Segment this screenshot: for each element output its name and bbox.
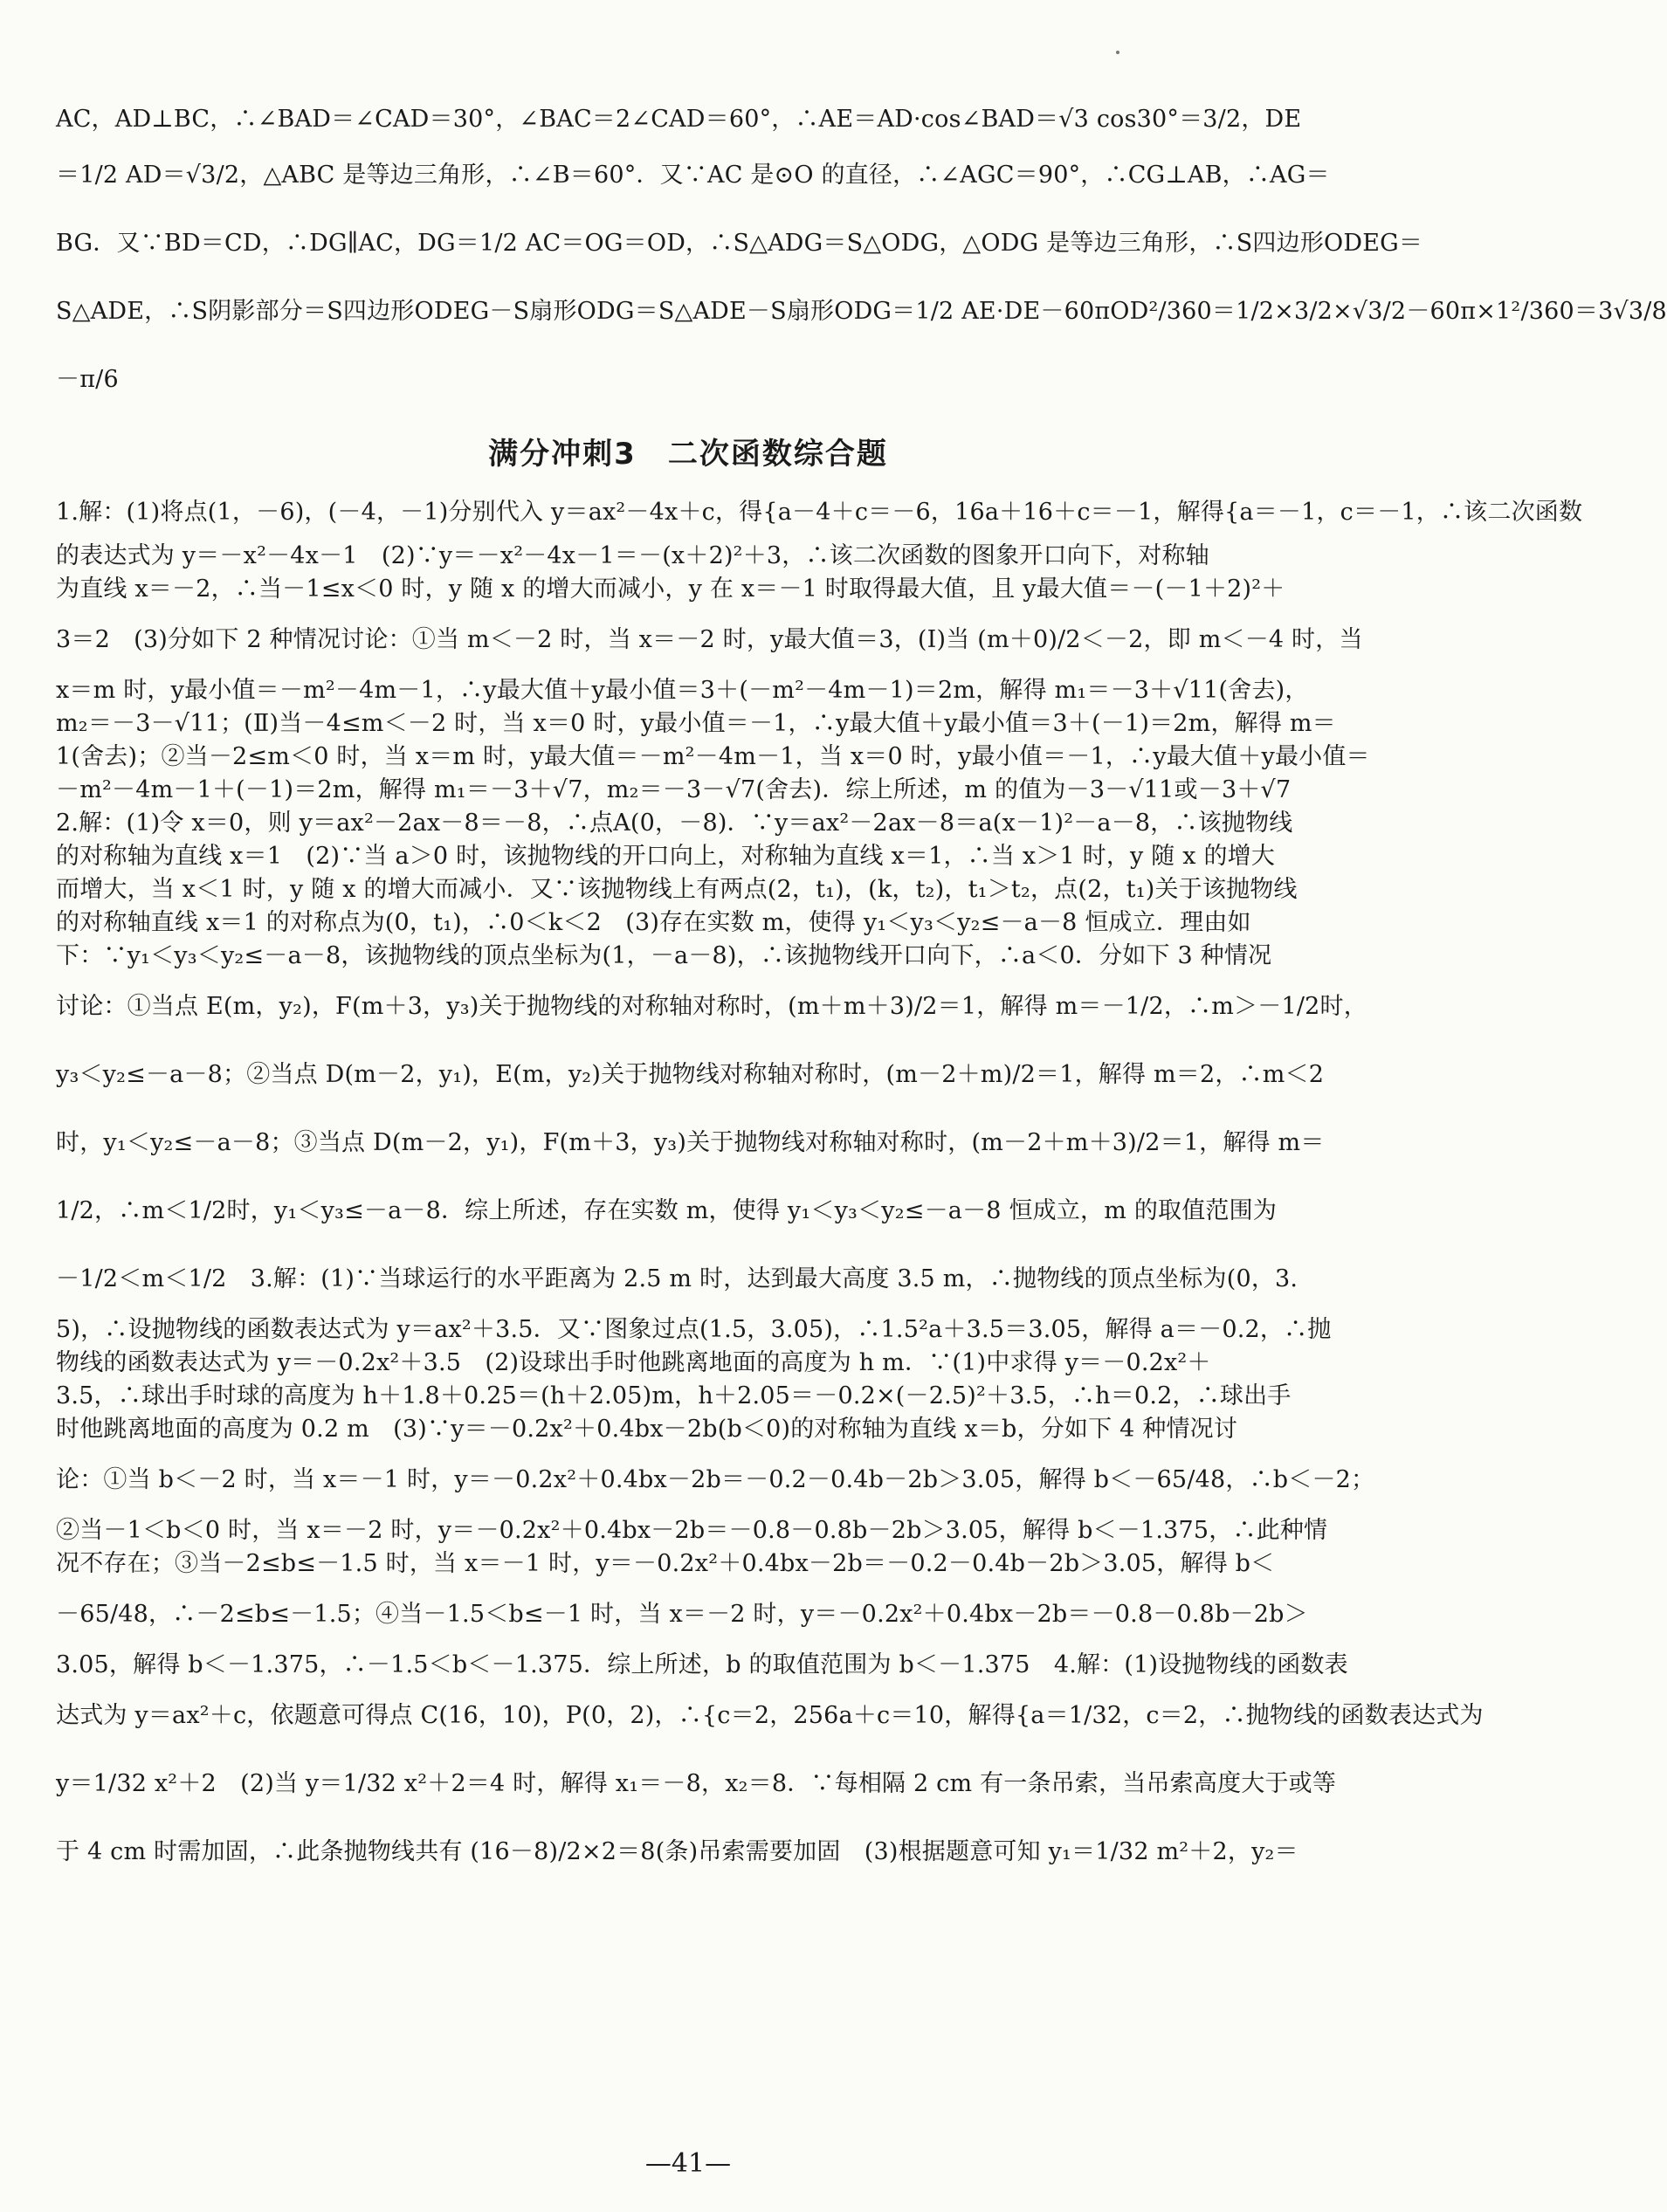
page-body	[56, 0, 1667, 1886]
text-line: S△ADE，∴S阴影部分＝S四边形ODEG－S扇形ODG＝S△ADE－S扇形ODG＝1/2 AE·DE－60πOD²/360＝1/2×3/2×√3/2－60π×1²/360＝3√3/8	[56, 298, 1667, 325]
text-line: 而增大，当 x＜1 时，y 随 x 的增大而减小．又∵该抛物线上有两点(2，t₁)，(k，t₂)，t₁＞t₂，点(2，t₁)关于该抛物线	[56, 876, 1298, 903]
text-line: 的表达式为 y＝－x²－4x－1 (2)∵y＝－x²－4x－1＝－(x＋2)²＋3，∴该二次函数的图象开口向下，对称轴	[56, 542, 1209, 569]
text-line: 时，y₁＜y₂≤－a－8；③当点 D(m－2，y₁)，F(m＋3，y₃)关于抛物线对称轴对称时，(m－2＋m＋3)/2＝1，解得 m＝	[56, 1129, 1325, 1156]
text-line: 物线的函数表达式为 y＝－0.2x²＋3.5 (2)设球出手时他跳离地面的高度为 h m．∵(1)中求得 y＝－0.2x²＋	[56, 1349, 1211, 1376]
text-line: y＝1/32 x²＋2 (2)当 y＝1/32 x²＋2＝4 时，解得 x₁＝－8，x₂＝8．∵每相隔 2 cm 有一条吊索，当吊索高度大于或等	[56, 1770, 1337, 1797]
text-line: BG．又∵BD＝CD，∴DG∥AC，DG＝1/2 AC＝OG＝OD，∴S△ADG＝S△ODG，△ODG 是等边三角形，∴S四边形ODEG＝	[56, 230, 1423, 257]
text-line: y₃＜y₂≤－a－8；②当点 D(m－2，y₁)，E(m，y₂)关于抛物线对称轴对称时，(m－2＋m)/2＝1，解得 m＝2，∴m＜2	[56, 1061, 1325, 1088]
text-line: 3＝2 (3)分如下 2 种情况讨论：①当 m＜－2 时，当 x＝－2 时，y最大值＝3，(Ⅰ)当 (m＋0)/2＜－2，即 m＜－4 时，当	[56, 626, 1363, 653]
text-line: －m²－4m－1＋(－1)＝2m，解得 m₁＝－3＋√7，m₂＝－3－√7(舍去)．综上所述，m 的值为－3－√11或－3＋√7	[56, 776, 1292, 803]
text-line: 为直线 x＝－2，∴当－1≤x＜0 时，y 随 x 的增大而减小，y 在 x＝－1 时取得最大值，且 y最大值＝－(－1＋2)²＋	[56, 575, 1285, 603]
text-line: －π/6	[56, 366, 119, 393]
text-line: 时他跳离地面的高度为 0.2 m (3)∵y＝－0.2x²＋0.4bx－2b(b＜0)的对称轴为直线 x＝b，分如下 4 种情况讨	[56, 1416, 1238, 1443]
text-line: 5)，∴设抛物线的函数表达式为 y＝ax²＋3.5．又∵图象过点(1.5，3.05)，∴1.5²a＋3.5＝3.05，解得 a＝－0.2，∴抛	[56, 1316, 1332, 1343]
page-number: —41—	[644, 2148, 732, 2179]
text-line: 1(舍去)；②当－2≤m＜0 时，当 x＝m 时，y最大值＝－m²－4m－1，当 x＝0 时，y最小值＝－1，∴y最大值＋y最小值＝	[56, 743, 1370, 770]
text-line: 讨论：①当点 E(m，y₂)，F(m＋3，y₃)关于抛物线的对称轴对称时，(m＋m＋3)/2＝1，解得 m＝－1/2，∴m＞－1/2时，	[56, 993, 1367, 1020]
text-line: AC，AD⊥BC，∴∠BAD＝∠CAD＝30°，∠BAC＝2∠CAD＝60°，∴AE＝AD·cos∠BAD＝√3 cos30°＝3/2，DE	[56, 106, 1302, 133]
text-line: 况不存在；③当－2≤b≤－1.5 时，当 x＝－1 时，y＝－0.2x²＋0.4bx－2b＝－0.2－0.4b－2b＞3.05，解得 b＜	[56, 1550, 1275, 1577]
text-line: ②当－1＜b＜0 时，当 x＝－2 时，y＝－0.2x²＋0.4bx－2b＝－0.8－0.8b－2b＞3.05，解得 b＜－1.375，∴此种情	[56, 1517, 1328, 1544]
text-line: m₂＝－3－√11；(Ⅱ)当－4≤m＜－2 时，当 x＝0 时，y最小值＝－1，∴y最大值＋y最小值＝3＋(－1)＝2m，解得 m＝	[56, 710, 1336, 737]
text-line: x＝m 时，y最小值＝－m²－4m－1，∴y最大值＋y最小值＝3＋(－m²－4m－1)＝2m，解得 m₁＝－3＋√11(舍去)，	[56, 677, 1309, 704]
text-line: 1.解：(1)将点(1，－6)，(－4，－1)分别代入 y＝ax²－4x＋c，得{a－4＋c＝－6，16a＋16＋c＝－1，解得{a＝－1，c＝－1，∴该二次函数	[56, 499, 1583, 526]
text-line: 的对称轴直线 x＝1 的对称点为(0，t₁)，∴0＜k＜2 (3)存在实数 m，使得 y₁＜y₃＜y₂≤－a－8 恒成立．理由如	[56, 909, 1251, 936]
text-line: 论：①当 b＜－2 时，当 x＝－1 时，y＝－0.2x²＋0.4bx－2b＝－0.2－0.4b－2b＞3.05，解得 b＜－65/48，∴b＜－2；	[56, 1466, 1375, 1493]
text-line: 3.05，解得 b＜－1.375，∴－1.5＜b＜－1.375．综上所述，b 的取值范围为 b＜－1.375 4.解：(1)设抛物线的函数表	[56, 1651, 1348, 1678]
text-line: 下：∵y₁＜y₃＜y₂≤－a－8，该抛物线的顶点坐标为(1，－a－8)，∴该抛物线开口向下，∴a＜0．分如下 3 种情况	[56, 942, 1272, 969]
text-line: 2.解：(1)令 x＝0，则 y＝ax²－2ax－8＝－8，∴点A(0，－8)．∵y＝ax²－2ax－8＝a(x－1)²－a－8，∴该抛物线	[56, 810, 1293, 837]
text-line: 3.5，∴球出手时球的高度为 h＋1.8＋0.25＝(h＋2.05)m，h＋2.05＝－0.2×(－2.5)²＋3.5，∴h＝0.2，∴球出手	[56, 1382, 1292, 1409]
text-line: ＝1/2 AD＝√3/2，△ABC 是等边三角形，∴∠B＝60°．又∵AC 是⊙O 的直径，∴∠AGC＝90°，∴CG⊥AB，∴AG＝	[56, 162, 1330, 189]
text-line: 达式为 y＝ax²＋c，依题意可得点 C(16，10)，P(0，2)，∴{c＝2，256a＋c＝10，解得{a＝1/32，c＝2，∴抛物线的函数表达式为	[56, 1702, 1484, 1729]
section-title: 满分冲刺3 二次函数综合题	[488, 437, 888, 472]
text-line: －65/48，∴－2≤b≤－1.5；④当－1.5＜b≤－1 时，当 x＝－2 时，y＝－0.2x²＋0.4bx－2b＝－0.8－0.8b－2b＞	[56, 1601, 1308, 1628]
text-line: 1/2，∴m＜1/2时，y₁＜y₃≤－a－8．综上所述，存在实数 m，使得 y₁＜y₃＜y₂≤－a－8 恒成立，m 的取值范围为	[56, 1197, 1278, 1224]
text-line: 的对称轴为直线 x＝1 (2)∵当 a＞0 时，该抛物线的开口向上，对称轴为直线 x＝1，∴当 x＞1 时，y 随 x 的增大	[56, 843, 1276, 870]
text-line: －1/2＜m＜1/2 3.解：(1)∵当球运行的水平距离为 2.5 m 时，达到最大高度 3.5 m，∴抛物线的顶点坐标为(0，3.	[56, 1265, 1298, 1292]
text-line: 于 4 cm 时需加固，∴此条抛物线共有 (16－8)/2×2＝8(条)吊索需要加固 (3)根据题意可知 y₁＝1/32 m²＋2，y₂＝	[56, 1838, 1298, 1865]
